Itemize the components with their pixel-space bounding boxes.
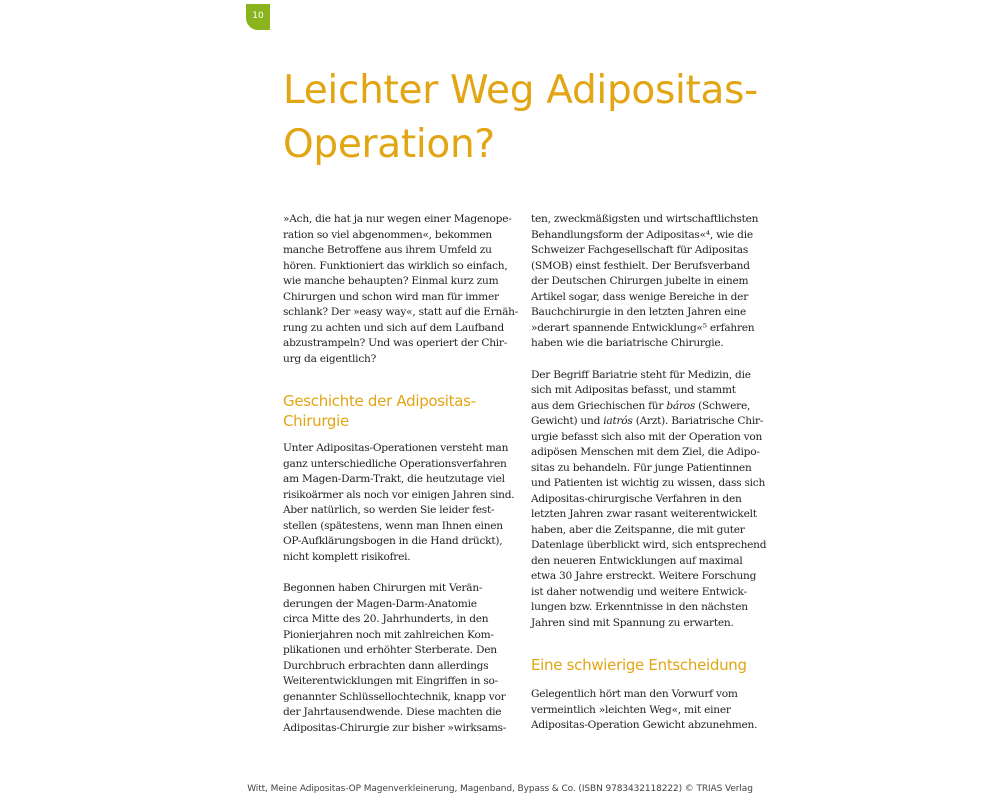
- text-line: Behandlungsform der Adipositas«⁴, wie die: [531, 228, 753, 241]
- text-line: [531, 414, 767, 430]
- history-paragraph-2: [283, 581, 515, 736]
- text-line: Artikel sogar, dass wenige Bereiche in der: [531, 290, 749, 303]
- text-line: Gelegentlich hört man den Vorwurf vom: [531, 688, 738, 700]
- intro-paragraph: [283, 212, 519, 367]
- text-line: und Patienten ist wichtig zu wissen, dass sich: [531, 477, 766, 489]
- greek-term: iatrós: [603, 415, 633, 427]
- history-paragraph-1: [283, 441, 515, 565]
- text-line: »derart spannende Entwicklung«⁵ erfahren: [531, 321, 755, 334]
- continuation-paragraph: [531, 212, 767, 352]
- text-line: haben wie die bariatrische Chirurgie.: [531, 337, 724, 349]
- page-number: 10: [252, 11, 264, 21]
- text-line: Datenlage überblickt wird, sich entsprechend: [531, 539, 767, 551]
- bariatrie-paragraph: [531, 368, 767, 632]
- text-line: lungen bzw. Erkenntnisse in den nächsten: [531, 601, 748, 613]
- decision-paragraph: [531, 687, 767, 734]
- text-line: nicht komplett risikofrei.: [283, 550, 411, 563]
- text-line: haben, aber die Zeitspanne, die mit guter: [531, 523, 745, 536]
- text-line: ganz unterschiedliche Operationsverfahren: [283, 457, 507, 470]
- text-line: Chirurgen und schon wird man für immer: [283, 290, 499, 303]
- text-line: derungen der Magen-Darm-Anatomie: [283, 597, 477, 610]
- text-segment: aus dem Griechischen für: [531, 399, 667, 412]
- chapter-title-line: Operation?: [283, 122, 495, 167]
- text-line: den neueren Entwicklungen auf maximal: [531, 554, 743, 567]
- heading-line: Geschichte der Adipositas-: [283, 392, 476, 410]
- right-column: [531, 212, 767, 734]
- text-line: wie manche behaupten? Einmal kurz zum: [283, 275, 499, 287]
- text-line: vermeintlich »leichten Weg«, mit einer: [531, 703, 731, 716]
- footer-credit: Witt, Meine Adipositas-OP Magenverkleinerung, Magenband, Bypass & Co. (ISBN 9783432118222) © TRIAS Verlag: [247, 784, 753, 794]
- section-heading-history: [283, 391, 515, 431]
- greek-term: báros: [666, 399, 696, 412]
- text-line: urgie befasst sich also mit der Operation von: [531, 430, 763, 443]
- text-line: Aber natürlich, so werden Sie leider fest-: [283, 504, 495, 516]
- text-line: ten, zweckmäßigsten und wirtschaftlichsten: [531, 213, 759, 225]
- text-line: OP-Aufklärungsbogen in die Hand drückt),: [283, 535, 503, 547]
- text-line: Adipositas-chirurgische Verfahren in den: [531, 492, 742, 505]
- text-line: stellen (spätestens, wenn man Ihnen einen: [283, 519, 503, 532]
- text-line: »Ach, die hat ja nur wegen einer Magenope-: [283, 213, 512, 225]
- text-line: ist daher notwendig und weitere Entwick-: [531, 585, 747, 598]
- text-line: [531, 399, 767, 415]
- text-line: Begonnen haben Chirurgen mit Verän-: [283, 582, 483, 594]
- text-line: abzustrampeln? Und was operiert der Chir-: [283, 337, 508, 349]
- text-line: (SMOB) einst festhielt. Der Berufsverband: [531, 259, 750, 272]
- text-line: Bauchchirurgie in den letzten Jahren eine: [531, 306, 747, 318]
- text-line: der Jahrtausendwende. Diese machten die: [283, 706, 502, 718]
- text-line: sitas zu behandeln. Für junge Patientinnen: [531, 461, 752, 474]
- text-line: etwa 30 Jahre erstreckt. Weitere Forschung: [531, 570, 757, 582]
- text-line: sich mit Adipositas befasst, und stammt: [531, 384, 736, 396]
- text-line: Schweizer Fachgesellschaft für Adipositas: [531, 244, 749, 256]
- text-line: risikoärmer als noch vor einigen Jahren sind.: [283, 488, 515, 501]
- text-line: Adipositas-Chirurgie zur bisher »wirksams-: [283, 721, 507, 734]
- text-segment: (Arzt). Bariatrische Chir-: [632, 415, 764, 427]
- text-line: Durchbruch erbrachten dann allerdings: [283, 659, 489, 672]
- text-line: der Deutschen Chirurgen jubelte in einem: [531, 275, 749, 287]
- text-line: plikationen und erhöhter Sterberate. Den: [283, 644, 497, 656]
- text-line: adipösen Menschen mit dem Ziel, die Adipo-: [531, 446, 760, 458]
- text-segment: (Schwere,: [695, 399, 751, 412]
- text-line: hören. Funktioniert das wirklich so einfach,: [283, 259, 508, 272]
- text-line: am Magen-Darm-Trakt, die heutzutage viel: [283, 473, 505, 485]
- chapter-title: [283, 64, 803, 172]
- text-line: genannter Schlüssellochtechnik, knapp vor: [283, 690, 506, 703]
- text-line: ration so viel abgenommen«, bekommen: [283, 228, 492, 241]
- text-line: letzten Jahren zwar rasant weiterentwickelt: [531, 508, 757, 520]
- text-line: Weiterentwicklungen mit Eingriffen in so-: [283, 675, 498, 687]
- text-line: urg da eigentlich?: [283, 352, 377, 365]
- text-line: Adipositas-Operation Gewicht abzunehmen.: [531, 719, 758, 731]
- text-line: circa Mitte des 20. Jahrhunderts, in den: [283, 613, 489, 625]
- text-line: Der Begriff Bariatrie steht für Medizin, die: [531, 368, 751, 381]
- text-line: rung zu achten und sich auf dem Laufband: [283, 321, 504, 334]
- text-line: Jahren sind mit Spannung zu erwarten.: [531, 616, 734, 629]
- text-segment: Gewicht) und: [531, 415, 604, 427]
- text-line: Unter Adipositas-Operationen versteht man: [283, 442, 509, 454]
- heading-line: Chirurgie: [283, 412, 349, 430]
- text-line: schlank? Der »easy way«, statt auf die Ernäh-: [283, 306, 519, 318]
- chapter-title-line: Leichter Weg Adipositas-: [283, 68, 758, 113]
- text-line: Pionierjahren noch mit zahlreichen Kom-: [283, 628, 494, 641]
- left-column: [283, 212, 519, 736]
- text-line: manche Betroffene aus ihrem Umfeld zu: [283, 244, 492, 256]
- section-heading-decision: Eine schwierige Entscheidung: [531, 656, 747, 674]
